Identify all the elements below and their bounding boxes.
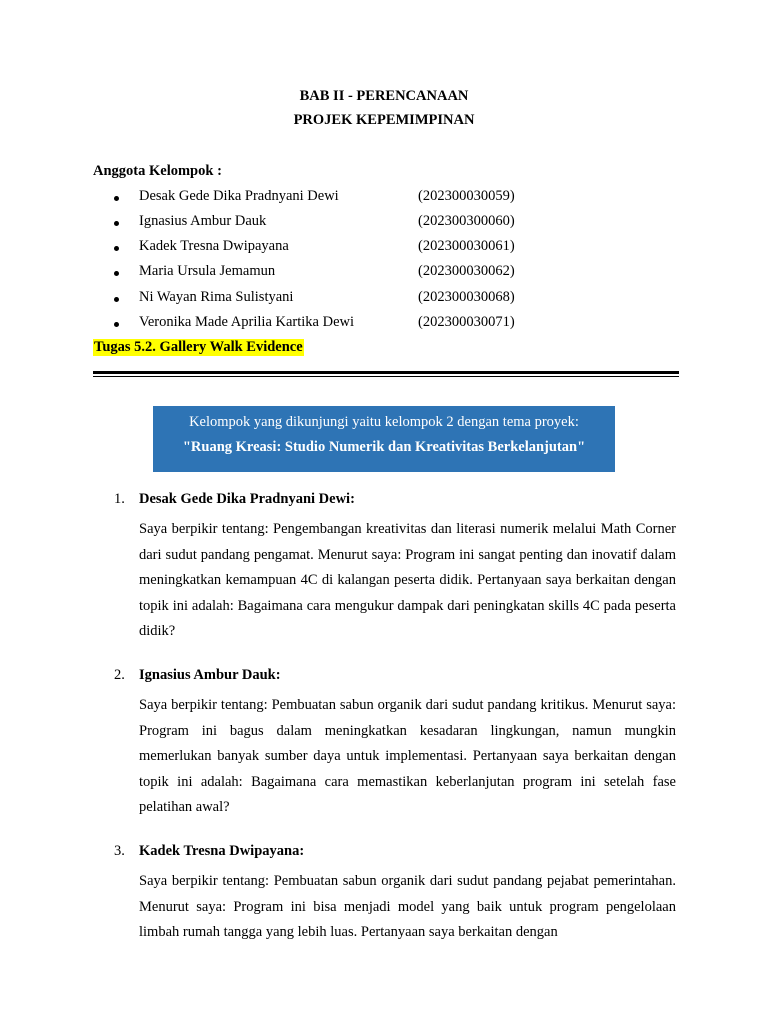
bullet-icon: [114, 196, 119, 201]
member-nim: (202300030061): [418, 238, 515, 254]
member-nim: (202300030059): [418, 188, 515, 204]
member-nim: (202300300060): [418, 213, 515, 229]
members-heading: Anggota Kelompok :: [93, 163, 222, 179]
item-paragraph: Saya berpikir tentang: Pengembangan kreativitas dan literasi numerik melalui Math Corner dari sudut pandang pengamat. Menurut saya: Program ini sangat penting dan inovatif dalam meningkatkan kemampuan 4C di kalangan peserta didik. Pertanyaan saya berkaitan dengan topik ini adalah: Bagaimana cara mengukur dampak dari peningkatan skills 4C pada peserta didik?: [139, 521, 676, 640]
member-name: Veronika Made Aprilia Kartika Dewi: [139, 314, 355, 330]
bullet-icon: [114, 246, 119, 251]
item-heading: Ignasius Ambur Dauk:: [139, 667, 281, 683]
member-item: [0, 213, 768, 235]
bullet-icon: [114, 271, 119, 276]
divider-thin: [93, 376, 679, 377]
member-nim: (202300030068): [418, 289, 515, 305]
item-heading: Desak Gede Dika Pradnyani Dewi:: [139, 491, 355, 507]
bullet-icon: [114, 221, 119, 226]
item-number: 1.: [114, 491, 125, 507]
member-name: Kadek Tresna Dwipayana: [139, 238, 289, 254]
item-paragraph: Saya berpikir tentang: Pembuatan sabun organik dari sudut pandang kritikus. Menurut saya: Program ini bagus dalam meningkatkan kesadaran lingkungan, namun mungkin memerlukan banyak sumber daya untuk implementasi. Pertanyaan saya berkaitan dengan topik ini adalah: Bagaimana cara memastikan keberlanjutan program ini setelah fase pelatihan awal?: [139, 697, 676, 816]
task-heading: Tugas 5.2. Gallery Walk Evidence: [94, 339, 303, 355]
chapter-title: BAB II - PERENCANAAN: [299, 88, 469, 104]
member-item: [0, 188, 768, 210]
member-nim: (202300030062): [418, 263, 515, 279]
member-item: [0, 289, 768, 311]
banner-intro: Kelompok yang dikunjungi yaitu kelompok 2 dengan tema proyek:: [189, 414, 579, 430]
member-nim: (202300030071): [418, 314, 515, 330]
banner-theme: "Ruang Kreasi: Studio Numerik dan Kreativitas Berkelanjutan": [182, 439, 586, 455]
member-item: [0, 238, 768, 260]
member-name: Ignasius Ambur Dauk: [139, 213, 267, 229]
project-title: PROJEK KEPEMIMPINAN: [293, 112, 475, 128]
member-item: [0, 263, 768, 285]
member-item: [0, 314, 768, 336]
bullet-icon: [114, 297, 119, 302]
member-name: Maria Ursula Jemamun: [139, 263, 276, 279]
project-theme-banner: [153, 406, 615, 472]
member-name: Desak Gede Dika Pradnyani Dewi: [139, 188, 339, 204]
item-number: 2.: [114, 667, 125, 683]
item-heading: Kadek Tresna Dwipayana:: [139, 843, 305, 859]
member-name: Ni Wayan Rima Sulistyani: [139, 289, 294, 305]
item-paragraph: Saya berpikir tentang: Pembuatan sabun organik dari sudut pandang pejabat pemerintahan. Menurut saya: Program ini bisa menjadi model yang baik untuk program pengelolaan limbah rumah tangga yang lebih luas. Pertanyaan saya berkaitan dengan: [139, 873, 676, 941]
bullet-icon: [114, 322, 119, 327]
item-number: 3.: [114, 843, 125, 859]
divider-thick: [93, 371, 679, 374]
